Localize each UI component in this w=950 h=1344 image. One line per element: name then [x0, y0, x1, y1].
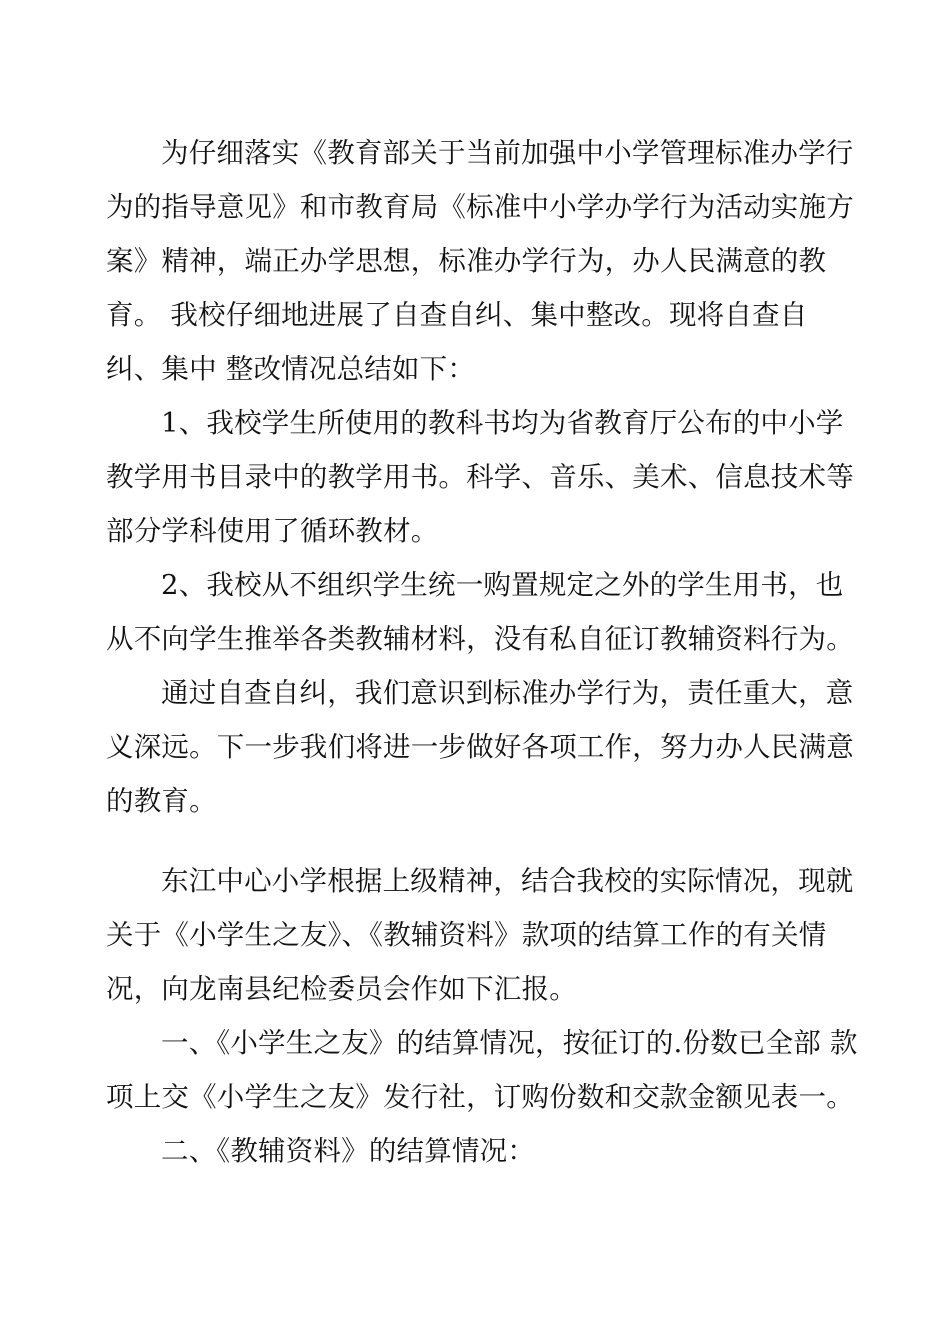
- paragraph-conclusion: 通过自查自纠，我们意识到标准办学行为，责任重大，意 义深远。下一步我们将进一步做好各项工作，努力办人民满意 的教育。: [106, 677, 863, 817]
- paragraph-item-2: 2、我校从不组织学生统一购置规定之外的学生用书，也 从不向学生推举各类教辅材料，没有私自征订教辅资料行为。: [106, 569, 854, 655]
- paragraph-section-2: 二、《教辅资料》的结算情况：: [161, 1135, 536, 1167]
- paragraph-intro: 为仔细落实《教育部关于当前加强中小学管理标准办学行 为的指导意见》和市教育局《标准中小学办学行为活动实施方 案》精神，端正办学思想，标准办学行为，办人民满意的教育。 我校仔细地进展了自查自纠、集中整改。现将自查自纠、集中 整改情况总结如下：: [106, 137, 863, 385]
- paragraph-section-1: 一、《小学生之友》的结算情况，按征订的.份数已全部 款项上交《小学生之友》发行社，订购份数和交款金额见表一。: [106, 1027, 858, 1113]
- paragraph-item-1: 1、我校学生所使用的教科书均为省教育厅公布的中小学 教学用书目录中的教学用书。科学、音乐、美术、信息技术等 部分学科使用了循环教材。: [106, 407, 863, 547]
- document-body: [106, 126, 862, 1178]
- paragraph-report-intro: 东江中心小学根据上级精神，结合我校的实际情况，现就 关于《小学生之友》、《教辅资料》款项的结算工作的有关情 况，向龙南县纪检委员会作如下汇报。: [106, 865, 863, 1005]
